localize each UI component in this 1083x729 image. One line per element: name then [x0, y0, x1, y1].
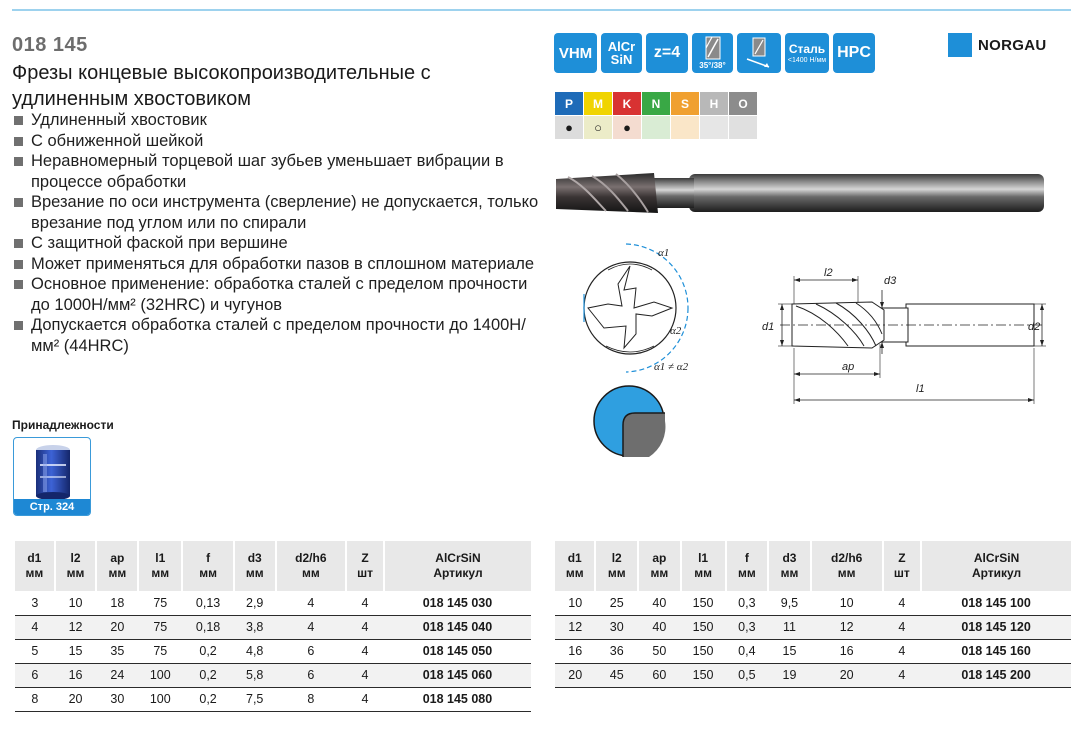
table-cell: 8	[15, 687, 55, 711]
column-header: AlCrSiN Артикул	[384, 541, 531, 591]
bullet-icon	[14, 321, 23, 330]
table-cell: 20	[55, 687, 97, 711]
table-cell: 0,5	[726, 663, 769, 687]
table-cell: 12	[55, 615, 97, 639]
table-cell: 11	[768, 615, 811, 639]
article-number-cell: 018 145 100	[921, 591, 1071, 615]
table-cell: 3	[15, 591, 55, 615]
table-cell: 16	[55, 663, 97, 687]
hpc-badge: HPC	[833, 33, 875, 73]
table-cell: 75	[138, 591, 182, 615]
table-cell: 0,3	[726, 591, 769, 615]
table-cell: 0,2	[182, 687, 233, 711]
table-cell: 4	[883, 639, 922, 663]
table-cell: 0,4	[726, 639, 769, 663]
spec-table-right	[555, 541, 1071, 688]
column-header: AlCrSiN Артикул	[921, 541, 1071, 591]
helix-angle-badge: 35°/38°	[692, 33, 733, 73]
steel-strength-badge: Сталь <1400 Н/мм	[785, 33, 829, 73]
column-header: Z шт	[883, 541, 922, 591]
column-header: l2 мм	[595, 541, 638, 591]
material-group-o: O	[729, 92, 757, 115]
property-badges	[554, 33, 879, 73]
table-row	[555, 663, 1071, 687]
table-row	[555, 639, 1071, 663]
material-suitability-h	[700, 116, 728, 139]
brand-logo	[948, 33, 1046, 57]
bullet-icon	[14, 198, 23, 207]
table-cell: 10	[811, 591, 883, 615]
table-cell: 16	[555, 639, 595, 663]
material-group-s: S	[671, 92, 699, 115]
table-cell: 4	[15, 615, 55, 639]
accessory-page-label: Стр. 324	[14, 499, 90, 515]
column-header: d2/h6 мм	[276, 541, 347, 591]
table-cell: 36	[595, 639, 638, 663]
material-suitability-m: ○	[584, 116, 612, 139]
table-cell: 10	[555, 591, 595, 615]
bullet-icon	[14, 260, 23, 269]
material-suitability-n	[642, 116, 670, 139]
table-cell: 25	[595, 591, 638, 615]
table-cell: 40	[638, 615, 681, 639]
table-cell: 5,8	[234, 663, 276, 687]
material-suitability-s	[671, 116, 699, 139]
table-row	[15, 663, 531, 687]
table-cell: 6	[276, 639, 347, 663]
coating-badge: AlCr SiN	[601, 33, 642, 73]
column-header: d3 мм	[234, 541, 276, 591]
bullet-icon	[14, 157, 23, 166]
product-code: 018 145	[12, 34, 88, 56]
column-header: l1 мм	[138, 541, 182, 591]
column-header: f мм	[182, 541, 233, 591]
table-cell: 30	[595, 615, 638, 639]
table-cell: 0,2	[182, 639, 233, 663]
material-group-m: M	[584, 92, 612, 115]
column-header: l2 мм	[55, 541, 97, 591]
ramp-angle-icon	[745, 37, 773, 69]
d3-label: d3	[884, 275, 897, 287]
table-cell: 18	[96, 591, 138, 615]
l2-label: l2	[824, 267, 833, 279]
table-cell: 100	[138, 663, 182, 687]
material-suitability-k: ●	[613, 116, 641, 139]
table-cell: 6	[276, 663, 347, 687]
end-view-scheme	[578, 238, 698, 378]
table-cell: 4	[883, 615, 922, 639]
table-cell: 4	[276, 615, 347, 639]
d1-label: d1	[762, 321, 775, 333]
bullet-icon	[14, 137, 23, 146]
table-cell: 19	[768, 663, 811, 687]
article-number-cell: 018 145 050	[384, 639, 531, 663]
table-cell: 15	[768, 639, 811, 663]
table-row	[555, 615, 1071, 639]
material-group-n: N	[642, 92, 670, 115]
bullet-icon	[14, 116, 23, 125]
table-cell: 75	[138, 639, 182, 663]
column-header: d1 мм	[555, 541, 595, 591]
column-header: Z шт	[346, 541, 384, 591]
table-cell: 35	[96, 639, 138, 663]
table-cell: 0,3	[726, 615, 769, 639]
feature-list	[14, 110, 544, 356]
feature-item: Может применяться для обработки пазов в сплошном материале	[14, 254, 544, 275]
bullet-icon	[14, 280, 23, 289]
feature-item: Врезание по оси инструмента (сверление) не допускается, только врезание под углом или по спирали	[14, 192, 544, 233]
brand-name: NORGAU	[978, 36, 1047, 54]
teeth-badge: z=4	[646, 33, 688, 73]
feature-item: Удлиненный хвостовик	[14, 110, 544, 131]
material-groups	[555, 92, 758, 139]
table-header-row	[15, 541, 531, 591]
column-header: f мм	[726, 541, 769, 591]
vhm-badge: VHM	[554, 33, 597, 73]
article-number-cell: 018 145 060	[384, 663, 531, 687]
material-group-h: H	[700, 92, 728, 115]
bullet-icon	[14, 239, 23, 248]
plunge-angle-badge	[737, 33, 781, 73]
d2-label: d2	[1028, 321, 1041, 333]
article-number-cell: 018 145 040	[384, 615, 531, 639]
article-number-cell: 018 145 160	[921, 639, 1071, 663]
material-letters-row	[555, 92, 758, 115]
table-cell: 4	[276, 591, 347, 615]
alpha1-label: α1	[658, 247, 670, 259]
accessory-card[interactable]	[13, 437, 91, 516]
table-cell: 0,18	[182, 615, 233, 639]
table-row	[15, 615, 531, 639]
column-header: d3 мм	[768, 541, 811, 591]
helix-icon	[704, 36, 722, 60]
table-cell: 40	[638, 591, 681, 615]
table-cell: 60	[638, 663, 681, 687]
table-cell: 4	[883, 663, 922, 687]
logo-square-icon	[948, 33, 972, 57]
material-symbols-row	[555, 116, 758, 139]
column-header: d2/h6 мм	[811, 541, 883, 591]
table-cell: 8	[276, 687, 347, 711]
accessories-title: Принадлежности	[12, 418, 114, 432]
table-cell: 10	[55, 591, 97, 615]
table-cell: 20	[96, 615, 138, 639]
table-cell: 50	[638, 639, 681, 663]
corner-chamfer-icon	[593, 383, 669, 459]
table-cell: 150	[681, 639, 726, 663]
article-number-cell: 018 145 030	[384, 591, 531, 615]
table-cell: 15	[55, 639, 97, 663]
material-group-k: K	[613, 92, 641, 115]
material-suitability-p: ●	[555, 116, 583, 139]
collet-holder-icon	[14, 438, 91, 500]
table-cell: 75	[138, 615, 182, 639]
dimension-drawing	[760, 262, 1050, 412]
end-mill-photo	[554, 165, 1044, 225]
table-cell: 20	[555, 663, 595, 687]
table-cell: 150	[681, 663, 726, 687]
table-cell: 4	[346, 639, 384, 663]
table-cell: 16	[811, 639, 883, 663]
table-cell: 20	[811, 663, 883, 687]
table-cell: 4	[346, 663, 384, 687]
alpha2-label: α2	[670, 325, 682, 337]
article-number-cell: 018 145 120	[921, 615, 1071, 639]
table-row	[15, 687, 531, 711]
column-header: l1 мм	[681, 541, 726, 591]
table-cell: 12	[811, 615, 883, 639]
table-cell: 3,8	[234, 615, 276, 639]
column-header: ap мм	[638, 541, 681, 591]
table-cell: 4	[346, 591, 384, 615]
table-cell: 4	[346, 615, 384, 639]
feature-item: Неравномерный торцевой шаг зубьев уменьшает вибрации в процессе обработки	[14, 151, 544, 192]
table-cell: 150	[681, 615, 726, 639]
table-cell: 4	[346, 687, 384, 711]
top-rule	[12, 9, 1071, 11]
ap-label: ap	[842, 361, 855, 373]
table-cell: 0,2	[182, 663, 233, 687]
feature-item: Основное применение: обработка сталей с пределом прочности до 1000Н/мм² (32HRC) и чугунов	[14, 274, 544, 315]
table-cell: 45	[595, 663, 638, 687]
table-cell: 2,9	[234, 591, 276, 615]
table-row	[15, 639, 531, 663]
table-row	[15, 591, 531, 615]
table-cell: 12	[555, 615, 595, 639]
table-cell: 4	[883, 591, 922, 615]
column-header: ap мм	[96, 541, 138, 591]
column-header: d1 мм	[15, 541, 55, 591]
table-cell: 5	[15, 639, 55, 663]
alpha-neq-label: α1 ≠ α2	[654, 361, 689, 373]
table-header-row	[555, 541, 1071, 591]
table-cell: 4,8	[234, 639, 276, 663]
table-cell: 0,13	[182, 591, 233, 615]
spec-table-left	[15, 541, 531, 712]
article-number-cell: 018 145 200	[921, 663, 1071, 687]
table-cell: 100	[138, 687, 182, 711]
table-cell: 7,5	[234, 687, 276, 711]
product-title: Фрезы концевые высокопроизводительные с удлиненным хвостовиком	[12, 62, 431, 110]
feature-item: С обниженной шейкой	[14, 131, 544, 152]
table-cell: 24	[96, 663, 138, 687]
material-group-p: P	[555, 92, 583, 115]
table-cell: 9,5	[768, 591, 811, 615]
table-row	[555, 591, 1071, 615]
article-number-cell: 018 145 080	[384, 687, 531, 711]
l1-label: l1	[916, 383, 925, 395]
table-cell: 6	[15, 663, 55, 687]
feature-item: С защитной фаской при вершине	[14, 233, 544, 254]
feature-item: Допускается обработка сталей с пределом прочности до 1400Н/мм² (44HRC)	[14, 315, 544, 356]
material-suitability-o	[729, 116, 757, 139]
table-cell: 30	[96, 687, 138, 711]
table-cell: 150	[681, 591, 726, 615]
